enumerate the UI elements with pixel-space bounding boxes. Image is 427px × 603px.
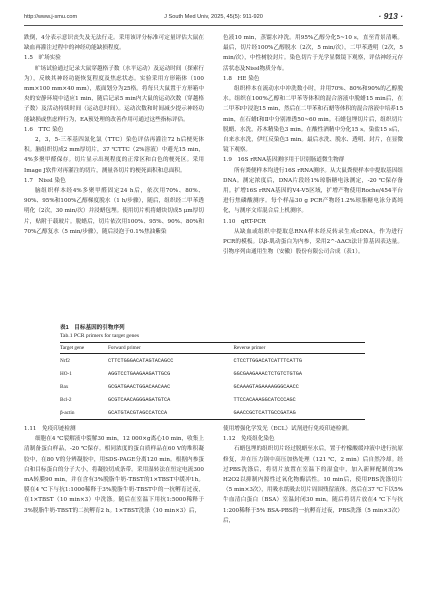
paragraph: 2，3，5-三苯基四氮化氯（TTC）染色评估再灌注72 h后梗死体积。脑组织切成2 mm厚切片，37 ℃TTC（2%溶液）中避光15 min，4%多聚甲醛保存。切片显示出现程度的正常区和白色的梗死区。采用Image J软件对再灌注的切片，测量各切片的梗死面积和总面积。 (24, 137, 204, 174)
right-column (223, 33, 403, 257)
table-row (60, 393, 365, 406)
primer-table-block (60, 323, 365, 420)
paragraph: 脑组织样本经4%多聚甲醛固定24 h后，依次用70%、80%、90%、95%和100%乙醇梯度脱水（1 h/步骤），随后，组织经二甲苯透明化（2次，30 min/次）并浸蜡包埋。使用切片机将蜡块切成5 μm厚切片，贴附于载玻片。脱蜡后，切片依次用100%、95%、90%、80%和70%乙醇复水（5 min/步骤），随后浸泡于0.1%焦油紫染 (24, 188, 204, 235)
paragraph: 所有粪便样本均进行16S rRNA测序。从大鼠粪便样本中提取基因组DNA。测定浓度后，DNA片段经1%琼脂糖电泳测定，-20 ℃保存备用。扩增16S rRNA基因的V4-V5区域，扩增产物使用Roche/454平台进行焦磷酸测序。每个样品30 g PCR产物经1.2%琼脂糖电泳分离纯化，与测序文库混合后上机测序。 (223, 167, 403, 215)
table-caption-chinese: 表1 目标基因的引物序列 (60, 325, 125, 331)
header-journal-citation: J South Med Univ, 2025, 45(5): 911-920 (164, 14, 263, 20)
header-page-number: · 913 · (378, 11, 403, 21)
forward-primer: GCGTCAACAGGGAGATGTCA (108, 396, 171, 403)
section-heading: 1.7 Nissl 染色 (24, 177, 66, 184)
table-row (60, 406, 365, 420)
gene-name: HO-1 (60, 370, 72, 377)
forward-primer: GCGATGAACTGGACAACAAC (108, 383, 171, 390)
section-heading: 1.9 16S rRNA基因测序用于识别肠道微生物群 (223, 157, 345, 164)
reverse-primer: CTCCTTGGACATCATTTCATTG (233, 357, 302, 364)
section-heading: 1.10 qRT-PCR (223, 218, 266, 225)
lower-right-column (223, 424, 403, 526)
table-header-row (60, 343, 365, 354)
table-row (60, 367, 365, 380)
forward-primer: AGGTCCTGAAGAAGATTGCG (108, 370, 171, 377)
continued-paragraph: 使用增强化学发光（ECL）试剂进行免疫印迹检测。 (223, 426, 353, 432)
section-heading: 1.12 免疫组化染色 (223, 436, 275, 443)
section-heading: 1.11 免疫印迹检测 (24, 426, 76, 432)
reverse-primer: GGCGAAGAAACTCTGTCTGTGA (233, 370, 302, 377)
header-rule (24, 25, 403, 26)
paragraph: 细胞在4 ℃裂解液中裂解30 min，12 000×g离心10 min，收集上清制备蛋白样品，-20 ℃保存。相同浓度的蛋白质样品在60 V的堆积凝胶中，在80 V的分辨凝胶中，用SDS-PAGE分离120 min。根据内参蛋白和目标蛋白的分子大小，将凝胶切成条带。采用湿转法在恒定电流300 mA转膜90 min，并在含有3%脱脂牛奶-TBST的1×TBST中缓冲1h。膜在4 ℃下与抗1:1000稀释于3%脱脂牛奶-TBST中的一抗孵育过夜，在1×TBST（10 min×3）中洗涤。随后在室温下用抗1:5000稀释于3%脱脂牛奶-TBST的二抗孵育2 h。1×TBST洗涤（10 min×3）后， (24, 436, 204, 514)
paragraph: 旷场试验通过记录大鼠穿越格子数（水平运动）及运动时间（探索行为），反映其神经功能恢复程度及焦虑状态。实验采用方形箱体（100 mm×100 mm×40 mm），底面划分为25格。将每只大鼠置于方形箱中央的安静环境中适应1 min，随后记录5 min内大鼠的运动次数（穿越格子数）及活动持续时间（运动总时间）。运动次数和时间减少提示神经功能缺损或焦虑样行为，EA预处理的改善作用可通过这些指标评估。 (24, 65, 204, 123)
paragraph: 从缺血或组织中提取总RNA样本经反转录生成cDNA，作为进行PCR的模板。以β-肌动蛋白为内参，采用2^-ΔΔCt法计算基因表达量。引物序列由通用生物（安徽）股份有限公司合成（表1）。 (223, 228, 403, 256)
col-header-target-gene: Target gene (60, 343, 108, 354)
continued-paragraph: 色液10 min，蒸馏水冲洗。用95%乙醇分化5~10 s，直至背景清晰。最后，切片经100%乙醇脱水（2次，5 min/次），二甲苯透明（2次，5 min/次），中性树胶封片。染色切片于光学显微镜下观察，评估神经元存活状态及Nissl物质分布。 (223, 35, 403, 72)
table-row (60, 354, 365, 368)
forward-primer: CTTCTGGGACATAGTACAGCC (108, 357, 174, 364)
reverse-primer: GAACCGCTCATTGCCGATAG (234, 406, 366, 420)
paragraph: 组织样本在流动水中冲洗数小时，并用70%、80%和90%的乙醇脱水。组织在100%乙醇和二甲苯等体积的混合溶液中脱蜡15 min后，在二甲苯Ⅰ中浸泡15 min，然后在二甲苯和石蜡等体积的混合溶液中培养15 min，在石蜡Ⅰ和Ⅱ中分别渗透50~60 min。石蜡包埋切片后，组织切片脱蜡、水洗，苏木精染色3 min。在酸性酒精中分化15 s，染盐15 s后，自来水水洗，伊红反染色3 min。最后水洗、脱水、透明、封片，在显微镜下观察。 (223, 86, 403, 154)
section-heading: 1.6 TTC 染色 (24, 126, 64, 133)
col-header-reverse-primer: Reverse primer (234, 343, 366, 354)
left-column (24, 33, 204, 237)
gene-name: Nrf2 (60, 357, 70, 364)
reverse-primer: GCAAAGTAGAAAAGGGCAACC (233, 383, 299, 390)
table-caption-english: Tab.1 PCR primers for target genes (60, 333, 140, 339)
lower-left-column (24, 424, 204, 516)
primer-table (60, 342, 365, 420)
forward-primer: GCATGTACGTAGCCATCCA (108, 406, 234, 420)
gene-name: Bax (60, 383, 69, 390)
header-website[interactable]: http://www.j-smu.com (24, 14, 78, 20)
reverse-primer: TTCCACAAAGGCATCCCAGC (233, 396, 296, 403)
gene-name: β-actin (60, 406, 108, 420)
continued-paragraph: 跌倒，4分表示意识丧失及无法行走。采用该评分标准可定量评估大鼠在缺血再灌注过程中的神经功能缺损程度。 (24, 35, 204, 52)
col-header-forward-primer: Forward primer (108, 343, 234, 354)
table-row (60, 380, 365, 393)
section-heading: 1.5 旷场实验 (24, 55, 61, 62)
gene-name: Bcl-2 (60, 396, 72, 403)
section-heading: 1.8 HE 染色 (223, 75, 260, 82)
paragraph: 石蜡包埋的组织切片经过脱蜡至水后，置于柠檬酸缓冲液中进行抗原修复，并在压力锅中高压加热处理（121 ℃，2 min）后自然冷却。经过PBS洗涤后，将切片放置在室温下的湿盒中，加入新鲜配制的3% H2O2以抑制内源性过氧化物酶活性。10 min后，使用PBS洗涤切片（5 min×3次），用吸水纸吸去切片周围残留液体。然后在37 ℃下以5%牛血清白蛋白（BSA）室温封闭30 min。随后将切片放在4 ℃下与抗1:200稀释于5% BSA-PBS的一抗孵育过夜，PBS洗涤（5 min×3次）后， (223, 446, 403, 524)
